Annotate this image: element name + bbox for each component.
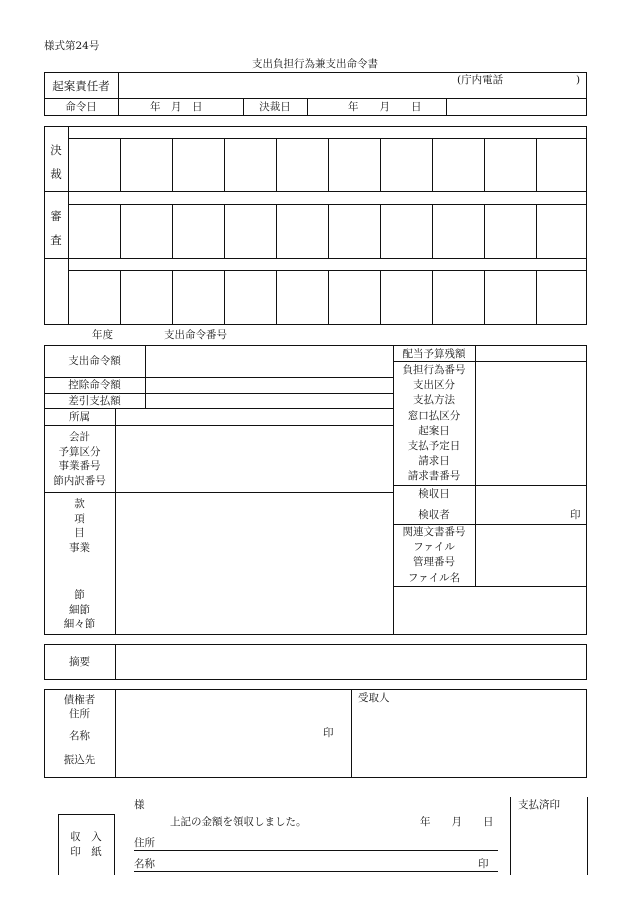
approval-cell[interactable] bbox=[485, 205, 535, 257]
order-number-label: 支出命令番号 bbox=[164, 329, 227, 341]
creditor-field[interactable] bbox=[116, 691, 350, 777]
drafter-field[interactable] bbox=[119, 74, 586, 97]
receipt-sama: 様 bbox=[134, 799, 145, 811]
approval-cell[interactable] bbox=[225, 271, 275, 324]
approval-cell[interactable] bbox=[277, 205, 327, 257]
receipt-date[interactable]: 年 月 日 bbox=[420, 816, 494, 828]
approval-cell[interactable] bbox=[277, 271, 327, 324]
shinsa-char-2: 査 bbox=[50, 233, 62, 247]
right-block-field[interactable] bbox=[476, 362, 586, 484]
phone-label: (庁内電話 bbox=[457, 74, 504, 86]
shinsa-char-1: 審 bbox=[50, 209, 62, 223]
department-field[interactable] bbox=[116, 409, 392, 424]
approval-cell[interactable] bbox=[329, 271, 379, 324]
decision-date-label: 決裁日 bbox=[259, 101, 291, 113]
approval-cell[interactable] bbox=[225, 205, 275, 257]
order-date-field[interactable]: 年 月 日 bbox=[150, 101, 203, 113]
approval-cell[interactable] bbox=[381, 205, 431, 257]
subject-field[interactable] bbox=[116, 493, 392, 634]
creditor-seal: 印 bbox=[323, 727, 334, 739]
creditor-labels: 債権者 住所 bbox=[63, 694, 96, 720]
approval-cell[interactable] bbox=[381, 271, 431, 324]
approval-cell[interactable] bbox=[381, 139, 431, 190]
approval-cell[interactable] bbox=[69, 205, 119, 257]
approval-cell[interactable] bbox=[121, 205, 171, 257]
receipt-address-field[interactable] bbox=[134, 836, 498, 850]
approval-cell[interactable] bbox=[537, 139, 586, 190]
approval-cell[interactable] bbox=[485, 139, 535, 190]
drafter-label: 起案責任者 bbox=[52, 79, 110, 93]
related-block-labels: 関連文書番号 ファイル 管理番号 ファイル名 bbox=[402, 526, 466, 584]
net-payment-field[interactable] bbox=[146, 394, 392, 407]
receipt-seal: 印 bbox=[478, 858, 489, 870]
approval-cell[interactable] bbox=[329, 205, 379, 257]
receipt-address-label: 住所 bbox=[134, 837, 155, 849]
related-block-field[interactable] bbox=[476, 525, 586, 585]
approval-cell[interactable] bbox=[485, 271, 535, 324]
net-payment-label: 差引支払額 bbox=[68, 395, 121, 407]
approval-cell[interactable] bbox=[537, 205, 586, 257]
approval-cell[interactable] bbox=[121, 271, 171, 324]
inspector-label: 検収者 bbox=[418, 509, 450, 521]
approval-cell[interactable] bbox=[69, 271, 119, 324]
summary-label: 摘要 bbox=[69, 656, 90, 668]
approval-cell[interactable] bbox=[173, 205, 223, 257]
expenditure-amount-field[interactable] bbox=[146, 346, 392, 376]
kessai-char-2: 裁 bbox=[50, 167, 62, 181]
approval-cell[interactable] bbox=[225, 139, 275, 190]
decision-date-field[interactable]: 年 月 日 bbox=[348, 101, 422, 113]
approval-cell[interactable] bbox=[537, 271, 586, 324]
account-block-labels: 会計 予算区分 事業番号 節内訳番号 bbox=[53, 431, 106, 487]
deduction-amount-label: 控除命令額 bbox=[68, 379, 121, 391]
inspection-date-label: 検収日 bbox=[418, 488, 450, 500]
right-block-labels: 負担行為番号 支出区分 支払方法 窓口払区分 起案日 支払予定日 請求日 請求書番号 bbox=[402, 364, 466, 483]
approval-cell[interactable] bbox=[433, 139, 483, 190]
form-title: 支出負担行為兼支出命令書 bbox=[252, 58, 378, 70]
form-number: 様式第24号 bbox=[44, 40, 100, 52]
expenditure-amount-label: 支出命令額 bbox=[68, 355, 121, 367]
account-field[interactable] bbox=[116, 426, 392, 491]
approval-cell[interactable] bbox=[121, 139, 171, 190]
approval-cell[interactable] bbox=[329, 139, 379, 190]
inspector-seal: 印 bbox=[570, 509, 581, 521]
subject-block-top: 款 項 目 事業 bbox=[69, 498, 90, 554]
approval-cell[interactable] bbox=[69, 139, 119, 190]
deduction-amount-field[interactable] bbox=[146, 378, 392, 392]
approval-cell[interactable] bbox=[173, 139, 223, 190]
summary-field[interactable] bbox=[116, 646, 586, 679]
receipt-name-label: 名称 bbox=[134, 858, 155, 870]
approval-cell[interactable] bbox=[173, 271, 223, 324]
budget-balance-field[interactable] bbox=[476, 346, 586, 360]
creditor-bank-label: 振込先 bbox=[63, 754, 96, 766]
paid-stamp-label: 支払済印 bbox=[518, 799, 560, 811]
fiscal-year-label: 年度 bbox=[92, 329, 113, 341]
recipient-label: 受取人 bbox=[358, 692, 390, 704]
receipt-name-field[interactable] bbox=[160, 857, 470, 871]
creditor-name-label: 名称 bbox=[69, 730, 90, 742]
revenue-stamp-area: 収 入 印 紙 bbox=[70, 831, 102, 858]
approval-cell[interactable] bbox=[433, 205, 483, 257]
budget-balance-label: 配当予算残額 bbox=[402, 348, 466, 360]
kessai-char-1: 決 bbox=[50, 143, 62, 157]
order-date-label: 命令日 bbox=[65, 101, 97, 113]
phone-close: ) bbox=[576, 74, 581, 86]
approval-cell[interactable] bbox=[433, 271, 483, 324]
receipt-statement: 上記の金額を領収しました。 bbox=[170, 816, 307, 828]
department-label: 所属 bbox=[69, 411, 90, 423]
recipient-field[interactable] bbox=[352, 706, 586, 777]
approval-cell[interactable] bbox=[277, 139, 327, 190]
subject-block-bottom: 節 細節 細々節 bbox=[63, 589, 96, 631]
